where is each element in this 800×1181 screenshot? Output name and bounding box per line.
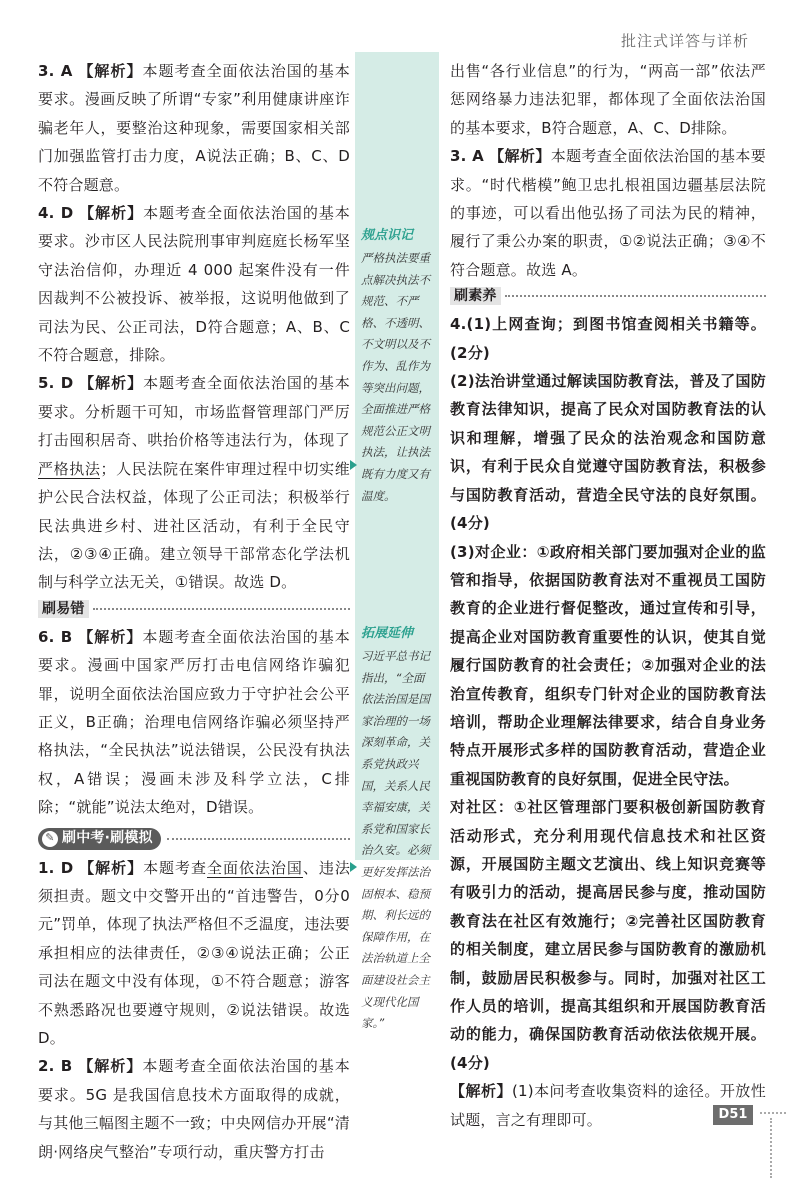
- dotted-rule: [93, 608, 350, 610]
- answer-text: 本题考查全面依法治国的基本要求。沙市区人民法院刑事审判庭庭长杨军坚守法治信仰，办理近 4 000 起案件没有一件因裁判不公被投诉、被举报，这说明他做到了司法为民、公正司法，D符合题意；A、B、C不符合题意，排除。: [38, 204, 350, 365]
- exam-answer-2: [38, 1052, 350, 1166]
- section-divider-errors: [38, 599, 350, 619]
- right-column: [450, 57, 766, 1134]
- exam-answer-4-part3: (3)对企业：①政府相关部门要加强对企业的监管和指导，依据国防教育法对不重视员工国防教育的企业进行督促整改，通过宣传和引导，提高企业对国防教育重要性的认识，使其自觉履行国防教育的社会责任；②加强对企业的法治宣传教育，组织专门针对企业的国防教育法培训，帮助企业理解法律要求，结合自身业务特点开展形式多样的国防教育活动，营造企业重视国防教育的良好氛围，促进全民守法。: [450, 542, 766, 788]
- answer-6: [38, 623, 350, 822]
- margin-notes-panel: [355, 52, 439, 1031]
- answer-text: ；人民法院在案件审理过程中切实维护公民合法权益，体现了公正司法；积极举行民法典进乡村、进社区活动，有利于全民守法，②③④正确。建立领导干部常态化学法机制与科学立法无关，①错误。故选 D。: [38, 459, 350, 592]
- answer-number: 4.: [450, 315, 467, 334]
- answer-text: 本题考查全面依法治国的基本要求。分析题干可知，市场监督管理部门严厉打击囤积居奇、哄抬价格等违法行为，体现了: [38, 374, 350, 450]
- note-text: 习近平总书记指出，“全面依法治国是国家治理的一场深刻革命，关系党执政兴国，关系人民幸福安康，关系党和国家长治久安。必须更好发挥法治固根本、稳预期、利长远的保障作用，在法治轨道上全面建设社会主义现代化国家。”: [361, 649, 430, 1031]
- note-extension: [361, 624, 435, 1035]
- underlined-term: 严格执法: [38, 459, 101, 478]
- corner-dotted-rule: [760, 1112, 786, 1114]
- section-label: 刷中考·刷模拟: [62, 830, 153, 847]
- pointer-arrow-icon: [350, 460, 357, 470]
- analysis-tag: 【解析】: [78, 1057, 143, 1076]
- analysis-tag: 【解析】: [79, 858, 144, 877]
- analysis-tag: 【解析】: [78, 627, 143, 646]
- divider-label: 刷易错: [38, 600, 89, 618]
- answer-text: (1)上网查询；到图书馆查阅相关书籍等。(2分): [450, 315, 766, 362]
- answer-number: 6. B: [38, 627, 73, 646]
- section-header-exam: [38, 826, 350, 852]
- answer-text: 本题考查全面依法治国的基本要求。“时代楷模”鲍卫忠扎根祖国边疆基层法院的事迹，可以看出他弘扬了司法为民的精神，履行了秉公办案的职责，①②说法正确；③④不符合题意。故选 A。: [450, 147, 767, 279]
- note-title: 规点识记: [361, 228, 414, 243]
- dotted-rule: [505, 295, 766, 297]
- answer-number: 5. D: [38, 374, 74, 393]
- answer-text: 本题考查全面依法治国的基本要求。漫画中国家严厉打击电信网络诈骗犯罪，说明全面依法治国应致力于守护社会公平正义，B正确；治理电信网络诈骗必须坚持严格执法，“全民执法”说法错误，公民没有执法权，A错误；漫画未涉及科学立法，C排除；“就能”说法太绝对，D错误。: [38, 627, 351, 817]
- answer-number: 4. D: [38, 204, 74, 223]
- answer-text: 本题考查全面依法治国的基本要求。漫画反映了所谓“专家”利用健康讲座诈骗老年人，要整治这种现象，需要国家相关部门加强监管打击力度，A说法正确；B、C、D不符合题意。: [38, 62, 350, 194]
- answer-text: (1)本问考查收集资料的途径。开放性试题，言之有理即可。: [450, 1082, 766, 1129]
- answer-number: 2. B: [38, 1057, 73, 1076]
- page-header-title: 批注式详答与详析: [621, 32, 750, 50]
- answer-4: [38, 199, 350, 369]
- underlined-term: 全面依法治国: [206, 858, 303, 877]
- analysis-tag: 【解析】: [450, 1082, 512, 1101]
- answer-text: 、违法须担责。题文中交警开出的“首违警告，0分0元”罚单，体现了执法严格但不乏温度，违法要承担相应的法律责任，②③④说法正确；公正司法在题文中没有体现，①不符合题意；游客不熟悉路况也要遵守规则，②说法错误。故选 D。: [38, 858, 351, 1047]
- page-number: D51: [713, 1105, 753, 1125]
- analysis-tag: 【解析】: [489, 147, 551, 166]
- answer-5: [38, 369, 350, 596]
- pointer-arrow-icon: [350, 862, 357, 872]
- exam-answer-1: [38, 854, 350, 1053]
- divider-label: 刷素养: [450, 287, 501, 305]
- answer-text: 本题考查全面依法治国的基本要求。5G 是我国信息技术方面取得的成就，与其他三幅图主题不一致；中央网信办开展“清朗·网络戾气整治”专项行动，重庆警方打击: [38, 1057, 351, 1161]
- exam-answer-4-part1: [450, 310, 766, 367]
- brush-icon: ✎: [42, 831, 58, 847]
- answer-3: [38, 57, 350, 199]
- answer-number: 3. A: [450, 147, 484, 166]
- note-text: 严格执法要重点解决执法不规范、不严格、不透明、不文明以及不作为、乱作为等突出问题，全面推进严格规范公正文明执法，让执法既有力度又有温度。: [361, 251, 430, 503]
- note-title: 拓展延伸: [361, 626, 414, 641]
- answer-number: 1. D: [38, 858, 74, 877]
- section-badge: [38, 828, 161, 850]
- dotted-rule: [167, 838, 350, 840]
- analysis-tag: 【解析】: [79, 204, 144, 223]
- exam-answer-4-community: 对社区：①社区管理部门要积极创新国防教育活动形式，充分利用现代信息技术和社区资源，开展国防主题文艺演出、线上知识竞赛等有吸引力的活动，提高居民参与度，推动国防教育法在社区有效施行；②完善社区国防教育的相关制度，建立居民参与国防教育的激励机制，鼓励居民积极参与。同时，加强对社区工作人员的培训，提高其组织和开展国防教育活动的能力，确保国防教育活动依法依规开展。(4分): [450, 798, 766, 1072]
- section-divider-literacy: [450, 286, 766, 306]
- answer-number: 3. A: [38, 62, 73, 80]
- exam-answer-3: [450, 142, 766, 284]
- left-column: [38, 57, 350, 1166]
- answer-text: 本题考查: [143, 858, 207, 877]
- corner-dotted-rule: [770, 1118, 772, 1178]
- note-key-points: [361, 226, 435, 507]
- analysis-tag: 【解析】: [79, 374, 144, 393]
- exam-answer-4-part2: (2)法治讲堂通过解读国防教育法，普及了国防教育法律知识，提高了民众对国防教育法的认识和理解，增强了民众的法治观念和国防意识，有利于民众自觉遵守国防教育法，积极参与国防教育活动，营造全民守法的良好氛围。(4分): [450, 372, 766, 533]
- analysis-tag: 【解析】: [78, 62, 143, 80]
- continued-text: 出售“各行业信息”的行为，“两高一部”依法严惩网络暴力违法犯罪，都体现了全面依法治国的基本要求，B符合题意，A、C、D排除。: [450, 62, 766, 137]
